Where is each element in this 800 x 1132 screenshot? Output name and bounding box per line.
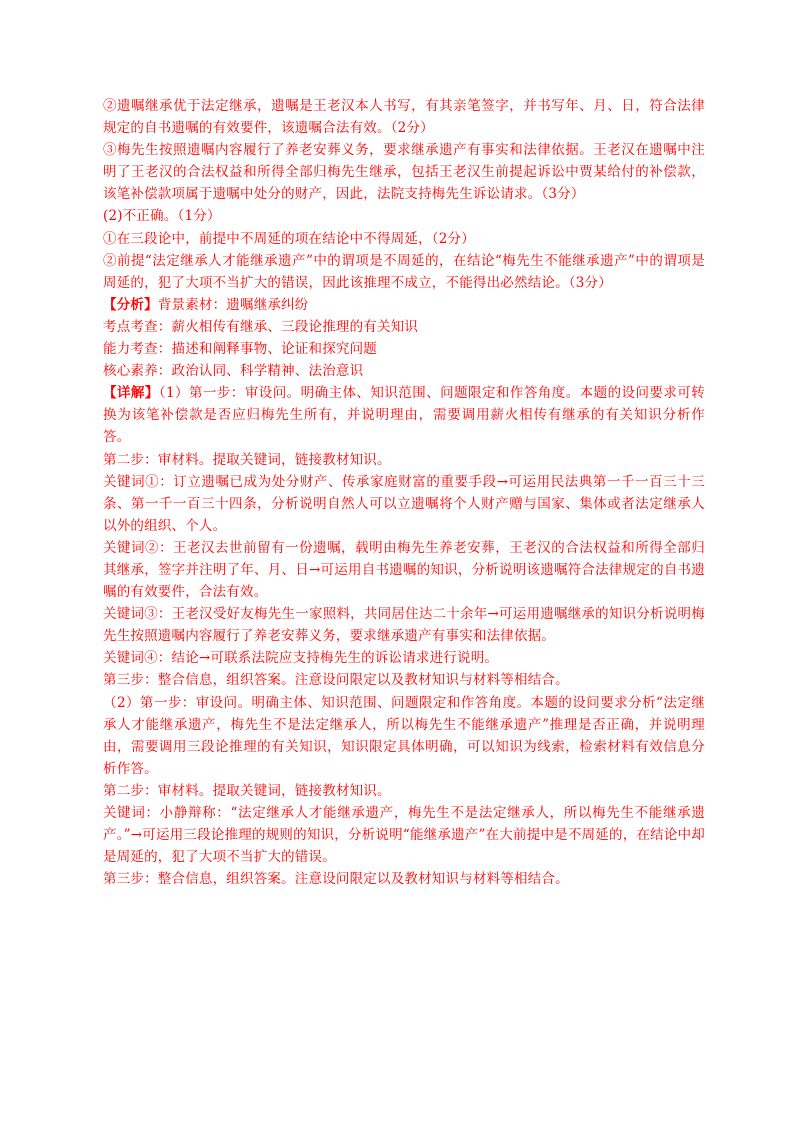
ability-line: 能力考查：描述和阐释事物、论证和探究问题 bbox=[103, 341, 377, 358]
keyword-2: 关键词②：王老汉去世前留有一份遗嘱，载明由梅先生养老安葬，王老汉的合法权益和所得全部归其继承，签字并注明了年、月、日→可运用自书遗嘱的知识，分析说明该遗嘱符合法律规定的自书遗嘱的有效要件，合法有效。 bbox=[103, 539, 705, 601]
question-2-step-2: 第二步：审材料。提取关键词，链接教材知识。 bbox=[103, 782, 391, 799]
detail-paragraph bbox=[103, 382, 705, 448]
analysis-line bbox=[103, 294, 705, 316]
keyword-1: 关键词①：订立遗嘱已成为处分财产、传承家庭财富的重要手段→可运用民法典第一千一百三十三条、第一千一百三十四条，分析说明自然人可以立遗嘱将个人财产赠与国家、集体或者法定继承人以外的组织、个人。 bbox=[103, 473, 705, 534]
question-2-point-1: ①在三段论中，前提中不周延的项在结论中不得周延，（2分） bbox=[103, 230, 475, 247]
question-2-step-1: （2）第一步：审设问。明确主体、知识范围、问题限定和作答角度。本题的设问要求分析“法定继承人才能继承遗产，梅先生不是法定继承人，所以梅先生不能继承遗产”推理是否正确，并说明理由，需要调用三段论推理的有关知识，知识限定具体明确，可以知识为线索，检索材料有效信息分析作答。 bbox=[103, 694, 705, 777]
exam-point-line: 考点考查：薪火相传有继承、三段论推理的有关知识 bbox=[103, 318, 419, 335]
detail-text: （1）第一步：审设问。明确主体、知识范围、问题限定和作答角度。本题的设问要求可转换为该笔补偿款是否应归梅先生所有，并说明理由，需要调用薪火相传有继承的有关知识分析作答。 bbox=[103, 385, 705, 446]
core-literacy-line: 核心素养：政治认同、科学精神、法治意识 bbox=[103, 363, 364, 380]
question-2-keyword: 关键词：小静辩称：“法定继承人才能继承遗产，梅先生不是法定继承人，所以梅先生不能继承遗产。”→可运用三段论推理的规则的知识，分析说明“能继承遗产”在大前提中是不周延的，在结论中却是周延的，犯了大项不当扩大的错误。 bbox=[103, 805, 705, 866]
keyword-3: 关键词③：王老汉受好友梅先生一家照料，共同居住达二十余年→可运用遗嘱继承的知识分析说明梅先生按照遗嘱内容履行了养老安葬义务，要求继承遗产有事实和法律依据。 bbox=[103, 606, 705, 645]
analysis-text: 背景素材：遗嘱继承纠纷 bbox=[157, 296, 309, 313]
question-2-point-2: ②前提“法定继承人才能继承遗产”中的谓项是不周延的，在结论“梅先生不能继承遗产”中的谓项是周延的，犯了大项不当扩大的错误，因此该推理不成立，不能得出必然结论。（3分） bbox=[103, 252, 705, 291]
answer-point-3: ③梅先生按照遗嘱内容履行了养老安葬义务，要求继承遗产有事实和法律依据。王老汉在遗嘱中注明了王老汉的合法权益和所得全部归梅先生继承，包括王老汉生前提起诉讼中贾某给付的补偿款，该笔补偿款项属于遗嘱中处分的财产，因此，法院支持梅先生诉讼请求。（3分） bbox=[103, 142, 705, 203]
answer-point-2: ②遗嘱继承优于法定继承，遗嘱是王老汉本人书写，有其亲笔签字，并书写年、月、日，符合法律规定的自书遗嘱的有效要件，该遗嘱合法有效。（2分） bbox=[103, 98, 705, 137]
question-2-answer: (2)不正确。（1分） bbox=[103, 208, 221, 225]
keyword-4: 关键词④：结论→可联系法院应支持梅先生的诉讼请求进行说明。 bbox=[103, 650, 499, 667]
detail-label: 【详解】 bbox=[103, 385, 159, 402]
detail-step-3: 第三步：整合信息，组织答案。注意设问限定以及教材知识与材料等相结合。 bbox=[103, 672, 569, 689]
detail-step-2: 第二步：审材料。提取关键词，链接教材知识。 bbox=[103, 451, 391, 468]
question-2-step-3: 第三步：整合信息，组织答案。注意设问限定以及教材知识与材料等相结合。 bbox=[103, 871, 569, 888]
analysis-label: 【分析】 bbox=[103, 296, 158, 313]
answer-explanation-text bbox=[103, 95, 705, 890]
